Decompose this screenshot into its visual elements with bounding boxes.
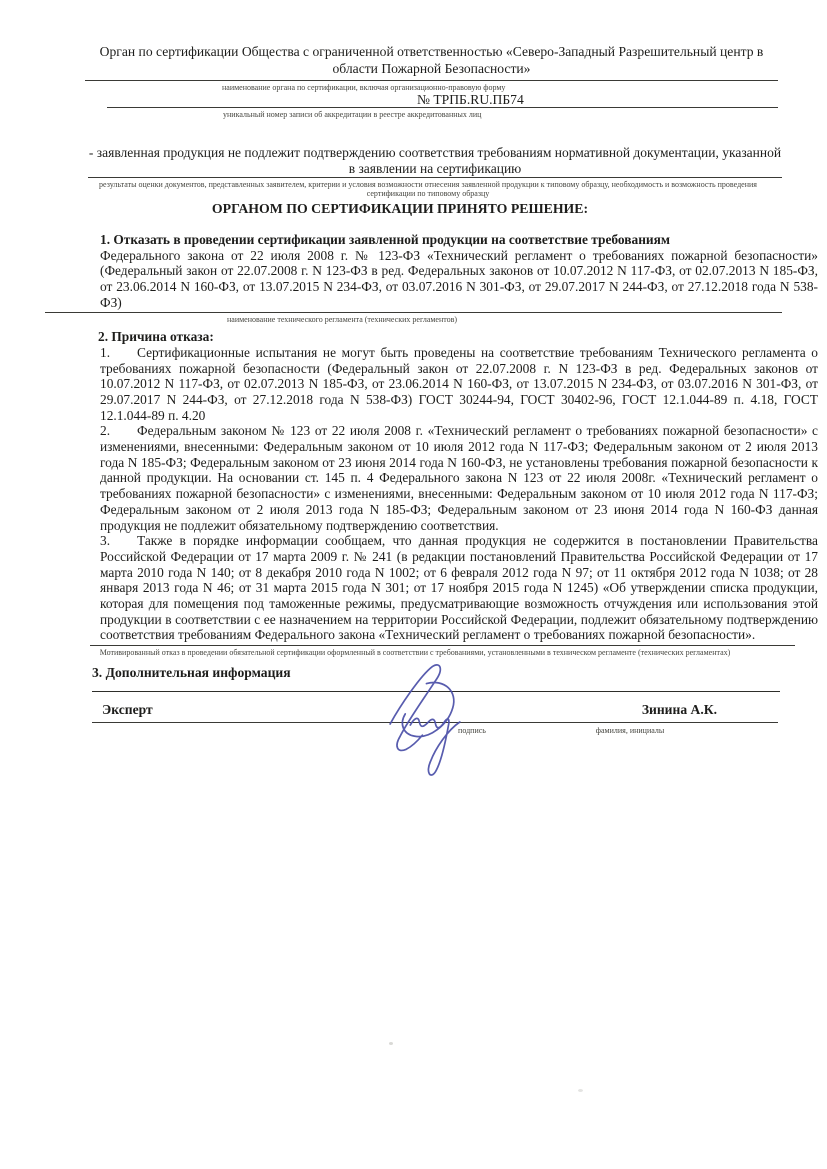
scan-speck	[578, 1089, 583, 1092]
expert-label: Эксперт	[102, 701, 153, 717]
scan-speck	[389, 1042, 393, 1045]
signature-captions	[92, 723, 780, 737]
section3-heading: 3. Дополнительная информация	[92, 665, 291, 681]
item-text: Сертификационные испытания не могут быть проведены на соответствие требованиям Технического регламента о требованиях пожарной безопасности (Федеральный закон от 22.07.2008 г. N 123-ФЗ в ред. Федеральных законов от 10.07.2012 N 117-ФЗ, от 02.07.2013 N 185-ФЗ, от 23.06.2014 N 160-ФЗ, от 13.07.2015 N 234-ФЗ, от 03.07.2016 N 301-ФЗ, от 29.07.2017 N 244-ФЗ, от 27.12.2018 года N 538-ФЗ) ГОСТ 30244-94, ГОСТ 30402-96, ГОСТ 12.1.044-89 п. 4.18, ГОСТ 12.1.044-89 п. 4.20	[100, 344, 818, 423]
divider-line	[90, 645, 795, 646]
divider-line	[85, 80, 778, 81]
item-number: 3.	[100, 533, 111, 549]
refusal-reason-item	[100, 423, 818, 533]
signature-caption: подпись	[458, 725, 486, 735]
divider-line	[45, 312, 782, 313]
assessment-statement: - заявленная продукция не подлежит подтверждению соответствия требованиям нормативной документации, указанной в заявлении на сертификацию	[88, 145, 782, 176]
divider-line	[107, 107, 778, 108]
accreditation-caption: уникальный номер записи об аккредитации в реестре аккредитованных лиц	[223, 110, 482, 119]
divider-line	[88, 177, 782, 178]
regulation-name-caption: наименование технического регламента (технических регламентов)	[227, 315, 458, 325]
section2-heading: 2. Причина отказа:	[98, 329, 214, 345]
refusal-reason-item	[100, 345, 818, 424]
signature-row	[92, 692, 780, 722]
expert-name: Зинина А.К.	[641, 701, 717, 717]
signature-block	[92, 691, 780, 737]
item-number: 2.	[100, 423, 111, 439]
name-caption: фамилия, инициалы	[595, 725, 665, 735]
item-text: Федеральным законом № 123 от 22 июля 2008 г. «Технический регламент о требованиях пожарной безопасности» с изменениями, внесенными: Федеральным законом от 10 июля 2012 года N 117-ФЗ; Федеральным законом от 2 июля 2013 года N 185-ФЗ; Федеральным законом от 23 июня 2014 года N 160-ФЗ, не установлены требования пожарной безопасности к данной продукции. На основании ст. 145 п. 4 Федерального закона N 123 от 22 июля 2008г. «Технический регламент о требованиях пожарной безопасности» с изменениями, внесенными: Федеральным законом от 10 июля 2012 года N 117-ФЗ; Федеральным законом от 2 июля 2013 года N 185-ФЗ; Федеральным законом от 23 июня 2014 года N 160-ФЗ данная продукция не подлежит обязательному подтверждению соответствия.	[100, 423, 818, 533]
decision-heading: ОРГАНОМ ПО СЕРТИФИКАЦИИ ПРИНЯТО РЕШЕНИЕ:	[211, 201, 589, 216]
refusal-reason-item	[100, 533, 818, 643]
item-number: 1.	[100, 344, 111, 360]
section1-heading: 1. Отказать в проведении сертификации заявленной продукции на соответствие требованиям	[100, 232, 671, 247]
section1-body: Федерального закона от 22 июля 2008 г. № 123-ФЗ «Технический регламент о требованиях пожарной безопасности» (Федеральный закон от 22.07.2008 г. N 123-ФЗ в ред. Федеральных законов от 10.07.2012 N 117-ФЗ, от 02.07.2013 N 185-ФЗ, от 23.06.2014 N 160-ФЗ, от 13.07.2015 N 234-ФЗ, от 03.07.2016 N 301-ФЗ, от 29.07.2017 N 244-ФЗ, от 27.12.2018 года N 538-ФЗ)	[100, 247, 818, 310]
motivated-refusal-caption: Мотивированный отказ в проведении обязательной сертификации оформленный в соответствии с требованиями, установленными в техническом регламенте (технических регламентах)	[99, 648, 731, 658]
org-name-caption: наименование органа по сертификации, включая организационно-правовую форму	[222, 83, 506, 92]
certification-body-title: Орган по сертификации Общества с ограниченной ответственностью «Северо-Западный Разрешительный центр в области Пожарной Безопасности»	[99, 44, 764, 76]
item-text: Также в порядке информации сообщаем, что данная продукция не содержится в постановлении Правительства Российской Федерации от 17 марта 2009 г. № 241 (в редакции постановлений Правительства Российской Федерации от 17 марта 2010 года N 140; от 8 декабря 2010 года N 1002; от 6 февраля 2012 года N 97; от 11 октября 2012 года N 1038; от 28 января 2013 года N 46; от 31 марта 2015 года N 301; от 17 ноября 2015 года N 1245) «Об утверждении списка продукции, которая для помещения под таможенные режимы, предусматривающие возможность отчуждения или использования этой продукции в соответствии с ее назначением на территории Российской Федерации, подлежит обязательному подтверждению соответствия требованиям Федерального закона «Технический регламент о требованиях пожарной безопасности».	[100, 533, 818, 643]
accreditation-number: № ТРПБ.RU.ПБ74	[417, 92, 524, 107]
assessment-caption: результаты оценки документов, представленных заявителем, критерии и условия возможности отнесения заявленной продукции к типовому образцу, необходимость и возможность проведения сертификации по типовому образцу	[99, 180, 757, 198]
